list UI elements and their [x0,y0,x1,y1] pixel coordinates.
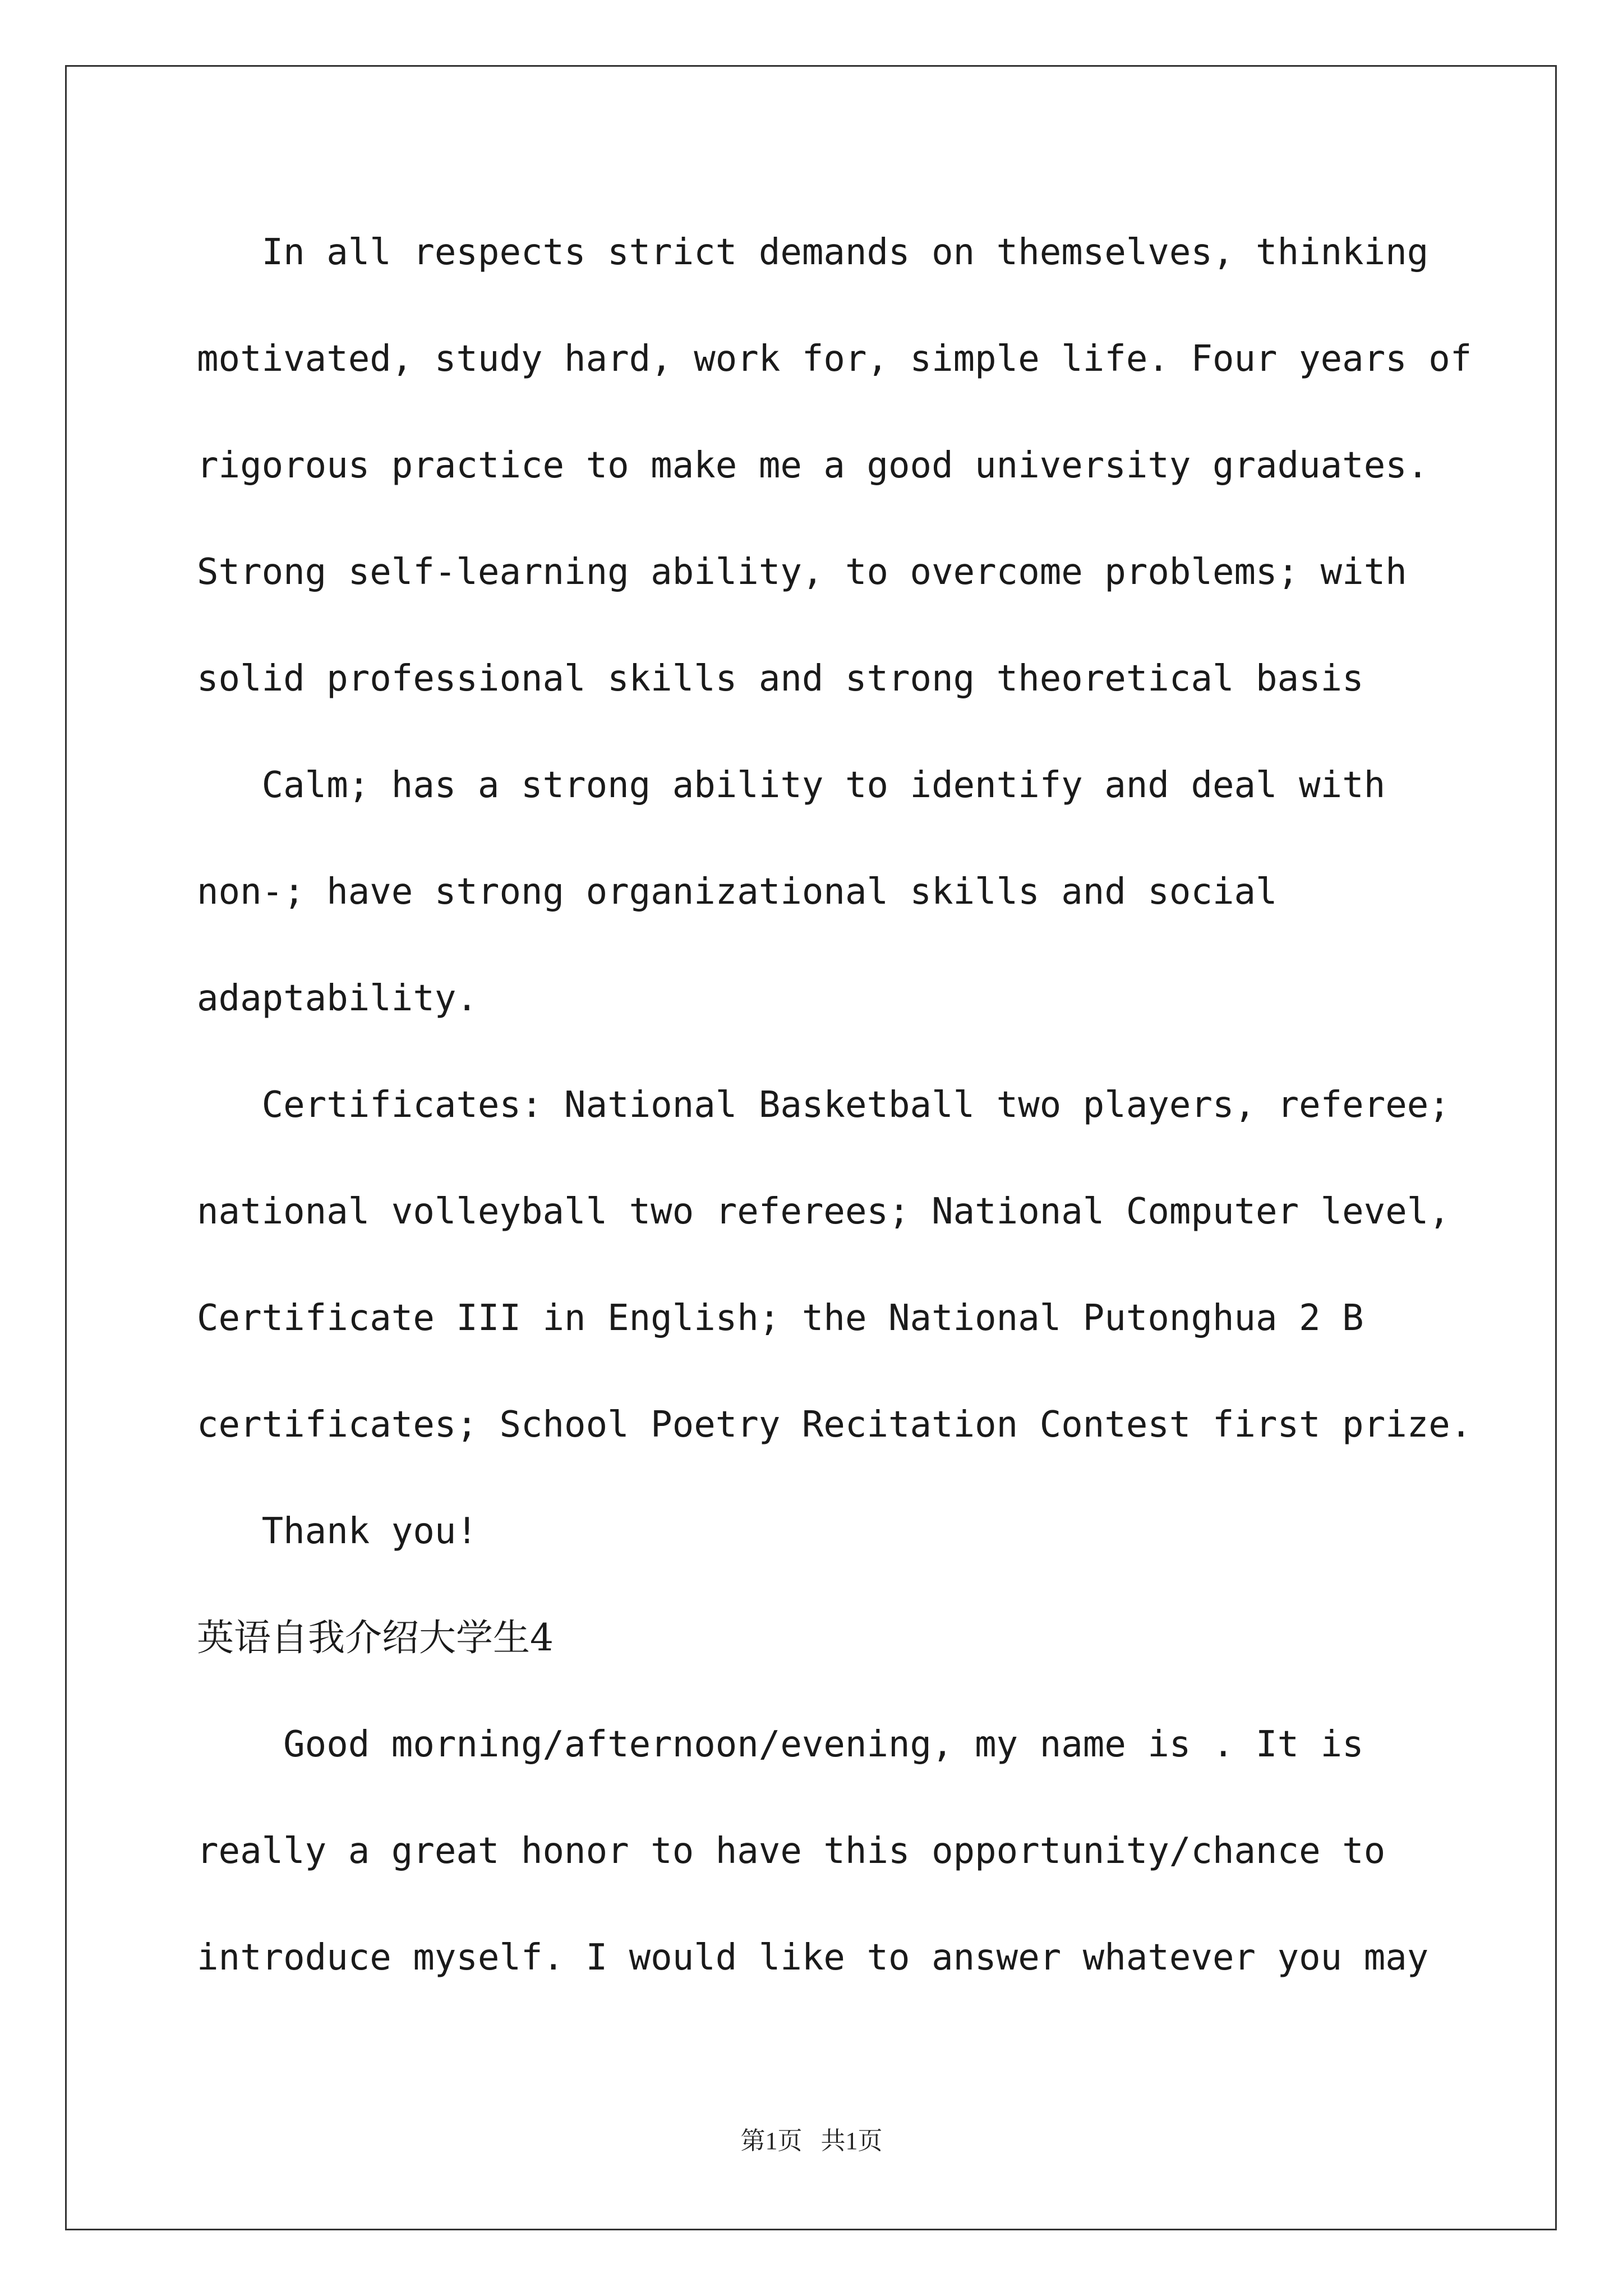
text-line: really a great honor to have this opportunity/chance to [197,1830,1386,1872]
text-line: solid professional skills and strong theoretical basis [197,658,1364,700]
text-line: In all respects strict demands on themselves, thinking [197,232,1429,273]
text-line: adaptability. [197,978,478,1019]
text-line: non-; have strong organizational skills and social [197,871,1278,913]
section-heading: 英语自我介绍大学生4 [197,1616,554,1659]
text-line: certificates; School Poetry Recitation Contest first prize. [197,1404,1472,1446]
text-line: Strong self-learning ability, to overcome problems; with [197,551,1407,593]
text-line: rigorous practice to make me a good university graduates. [197,445,1429,486]
text-line: Good morning/afternoon/evening, my name is . It is [197,1724,1364,1765]
text-line: introduce myself. I would like to answer whatever you may [197,1937,1429,1978]
page-number-footer: 第1页 共1页 [740,2127,883,2155]
text-line: motivated, study hard, work for, simple life. Four years of [197,338,1472,380]
text-line: Calm; has a strong ability to identify and deal with [197,765,1386,806]
text-line: Certificate III in English; the National Putonghua 2 B [197,1297,1364,1339]
text-line: Certificates: National Basketball two players, referee; [197,1084,1450,1126]
document-body [197,208,1472,2019]
text-line: national volleyball two referees; National Computer level, [197,1191,1450,1232]
text-line: Thank you! [197,1511,478,1552]
